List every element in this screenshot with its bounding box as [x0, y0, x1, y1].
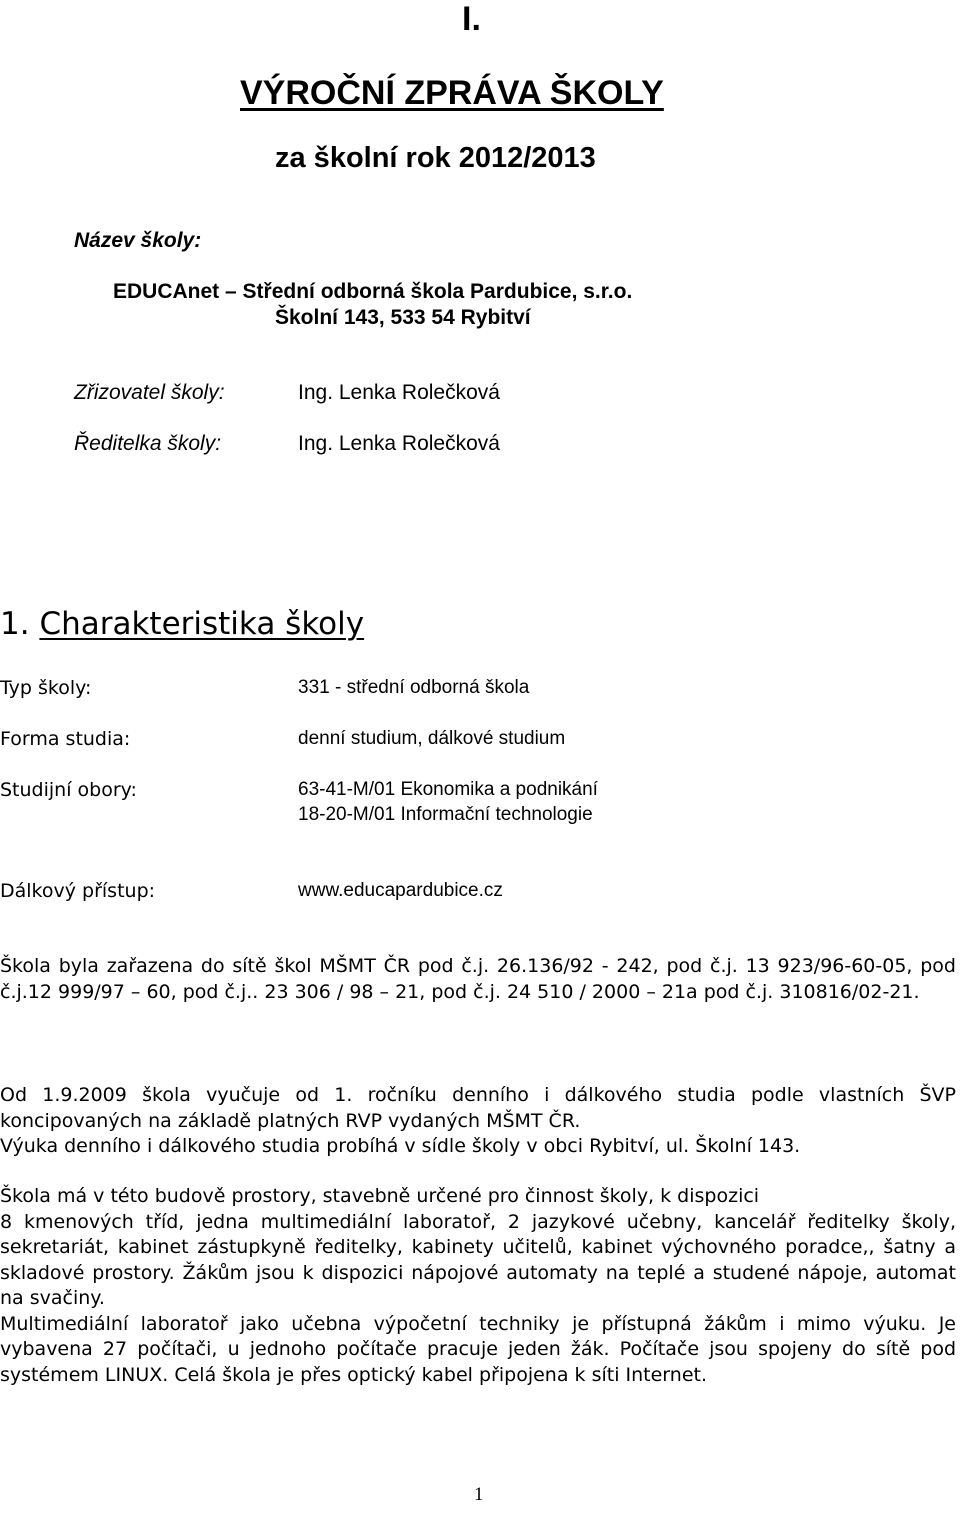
- director-label: Ředitelka školy:: [74, 432, 222, 455]
- study-field-item: 63-41-M/01 Ekonomika a podnikání: [298, 779, 598, 800]
- school-name: EDUCAnet – Střední odborná škola Pardubice, s.r.o.: [113, 280, 633, 303]
- study-form-label: Forma studia:: [0, 728, 131, 750]
- study-fields-label: Studijní obory:: [0, 779, 137, 801]
- curriculum-paragraph: [0, 1083, 956, 1160]
- school-type-label: Typ školy:: [0, 677, 92, 699]
- report-title: VÝROČNÍ ZPRÁVA ŠKOLY: [240, 74, 664, 112]
- founder-value: Ing. Lenka Rolečková: [298, 381, 500, 404]
- premises-rooms: 8 kmenových tříd, jedna multimediální laboratoř, 2 jazykové učebny, kancelář ředitelky školy, sekretariát, kabinet zástupkyně ředitelky, kabinety učitelů, kabinet výchovného poradce,, šatny a skladové prostory. Žákům jsou k dispozici nápojové automaty na teplé a studené nápoje, automat na svačiny.: [0, 1210, 956, 1309]
- section-heading: [0, 606, 364, 642]
- founder-label: Zřizovatel školy:: [74, 381, 225, 404]
- school-year: za školní rok 2012/2013: [275, 142, 596, 174]
- section-title: Charakteristika školy: [39, 606, 365, 642]
- premises-paragraph: [0, 1184, 956, 1388]
- study-field-item: 18-20-M/01 Informační technologie: [298, 804, 593, 825]
- study-form-value: denní studium, dálkové studium: [298, 728, 566, 749]
- premises-intro: Škola má v této budově prostory, stavebně určené pro činnost školy, k dispozici: [0, 1185, 760, 1207]
- remote-access-link[interactable]: www.educapardubice.cz: [298, 880, 503, 901]
- curriculum-text: Od 1.9.2009 škola vyučuje od 1. ročníku denního i dálkového studia podle vlastních ŠVP koncipovaných na základě platných RVP vydaných MŠMT ČR.: [0, 1084, 956, 1132]
- school-address: Školní 143, 533 54 Rybitví: [275, 306, 531, 329]
- school-type-value: 331 - střední odborná škola: [298, 677, 530, 698]
- page-number: 1: [474, 1484, 484, 1505]
- remote-access-label: Dálkový přístup:: [0, 880, 156, 902]
- teaching-location-text: Výuka denního i dálkového studia probíhá v sídle školy v obci Rybitví, ul. Školní 143.: [0, 1135, 801, 1157]
- premises-lab: Multimediální laboratoř jako učebna výpočetní techniky je přístupná žákům i mimo výuku. Je vybavena 27 počítači, u jednoho počítače pracuje jeden žák. Počítače jsou spojeny do sítě pod systémem LINUX. Celá škola je přes optický kabel připojena k síti Internet.: [0, 1312, 956, 1386]
- chapter-number: I.: [462, 0, 481, 38]
- network-registration-paragraph: Škola byla zařazena do sítě škol MŠMT ČR pod č.j. 26.136/92 - 242, pod č.j. 13 923/96-60-05, pod č.j.12 999/97 – 60, pod č.j.. 23 306 / 98 – 21, pod č.j. 24 510 / 2000 – 21a pod č.j. 310816/02-21.: [0, 955, 956, 1003]
- school-name-label: Název školy:: [74, 229, 202, 252]
- director-value: Ing. Lenka Rolečková: [298, 432, 500, 455]
- section-number: 1.: [0, 606, 30, 642]
